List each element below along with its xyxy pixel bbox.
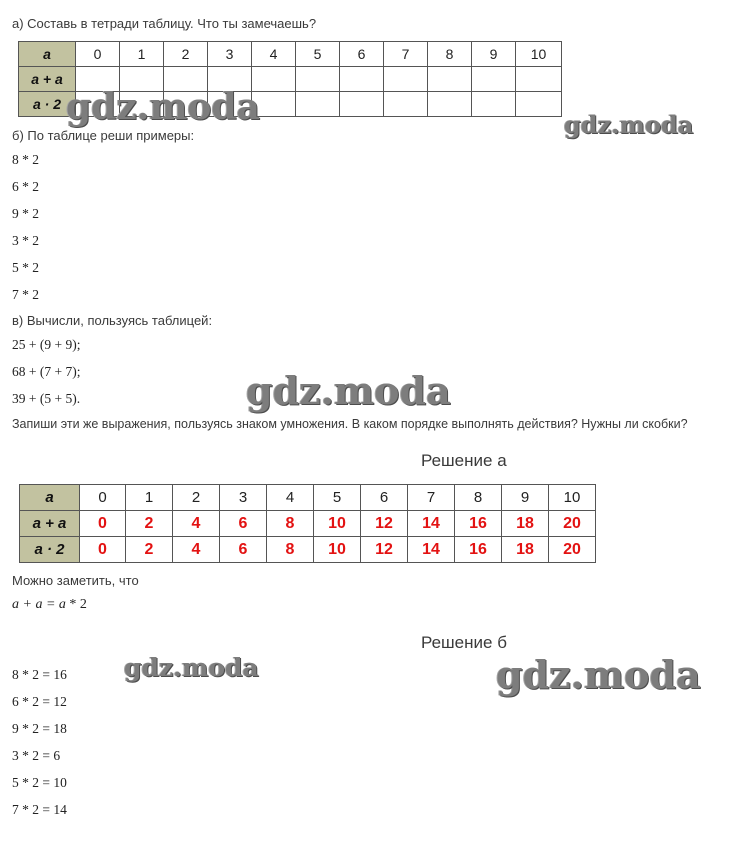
answer-cell: 16 — [455, 537, 502, 563]
solution-note: Можно заметить, что — [12, 573, 139, 588]
header-cell: 3 — [220, 485, 267, 511]
header-cell: 10 — [516, 42, 562, 67]
header-cell: 8 — [428, 42, 472, 67]
task-a-text: а) Составь в тетради таблицу. Что ты замечаешь? — [12, 16, 317, 31]
answer-cell: 10 — [314, 511, 361, 537]
header-cell: 2 — [173, 485, 220, 511]
watermark: gdz.moda — [124, 653, 259, 682]
header-cell: 3 — [208, 42, 252, 67]
expression-item: 39 + (5 + 5). — [12, 391, 81, 406]
answer-cell: 18 — [502, 511, 549, 537]
answer-cell: 14 — [408, 537, 455, 563]
header-cell: 1 — [126, 485, 173, 511]
answer-cell: 6 — [220, 537, 267, 563]
solution-formula — [12, 597, 87, 613]
example-item: 5 * 2 — [12, 260, 39, 275]
solution-row-sum — [20, 511, 596, 537]
row-label: a · 2 — [19, 92, 76, 117]
header-cell: 7 — [408, 485, 455, 511]
answer-cell: 20 — [549, 511, 596, 537]
table-header-row — [19, 42, 562, 67]
header-cell: 5 — [296, 42, 340, 67]
example-item: 7 * 2 — [12, 287, 39, 302]
task-c-text: в) Вычисли, пользуясь таблицей: — [12, 313, 213, 328]
answer-cell: 0 — [80, 537, 126, 563]
header-cell: 9 — [472, 42, 516, 67]
header-cell: 10 — [549, 485, 596, 511]
expression-item: 25 + (9 + 9); — [12, 337, 81, 352]
answer-item: 3 * 2 = 6 — [12, 748, 61, 763]
formula-operator: * 2 — [65, 597, 87, 612]
header-cell: 4 — [267, 485, 314, 511]
example-item: 3 * 2 — [12, 233, 39, 248]
expression-item: 68 + (7 + 7); — [12, 364, 81, 379]
row-label: a · 2 — [20, 537, 80, 563]
watermark: gdz.moda — [246, 368, 451, 413]
header-cell: 8 — [455, 485, 502, 511]
header-cell: 4 — [252, 42, 296, 67]
answer-cell: 20 — [549, 537, 596, 563]
header-cell: 0 — [80, 485, 126, 511]
answer-cell: 8 — [267, 537, 314, 563]
example-item: 9 * 2 — [12, 206, 39, 221]
header-cell: 5 — [314, 485, 361, 511]
row-label: a + a — [19, 67, 76, 92]
answer-cell: 14 — [408, 511, 455, 537]
header-cell: 9 — [502, 485, 549, 511]
question-text: Запиши эти же выражения, пользуясь знаком умножения. В каком порядке выполнять действия? Нужны ли скобки? — [12, 417, 688, 431]
answer-cell: 16 — [455, 511, 502, 537]
answer-item: 5 * 2 = 10 — [12, 775, 67, 790]
formula-left: a + a = a — [12, 597, 66, 612]
task-b-text: б) По таблице реши примеры: — [12, 128, 195, 143]
answer-item: 6 * 2 = 12 — [12, 694, 67, 709]
watermark: gdz.moda — [564, 110, 694, 139]
solution-b-title: Решение б — [421, 633, 507, 652]
solution-a-title: Решение а — [421, 451, 507, 470]
answer-cell: 10 — [314, 537, 361, 563]
solution-row-product — [20, 537, 596, 563]
header-cell: 6 — [340, 42, 384, 67]
watermark: gdz.moda — [66, 86, 260, 128]
answer-cell: 12 — [361, 537, 408, 563]
answer-cell: 12 — [361, 511, 408, 537]
header-cell: a — [20, 485, 80, 511]
watermark: gdz.moda — [496, 652, 701, 697]
example-item: 8 * 2 — [12, 152, 39, 167]
header-cell: 1 — [120, 42, 164, 67]
answer-cell: 6 — [220, 511, 267, 537]
answer-cell: 8 — [267, 511, 314, 537]
header-cell: a — [19, 42, 76, 67]
answer-cell: 18 — [502, 537, 549, 563]
solution-table — [19, 484, 596, 563]
answer-item: 8 * 2 = 16 — [12, 667, 67, 682]
answer-cell: 4 — [173, 511, 220, 537]
header-cell: 0 — [76, 42, 120, 67]
answer-cell: 4 — [173, 537, 220, 563]
answer-item: 7 * 2 = 14 — [12, 802, 67, 817]
example-item: 6 * 2 — [12, 179, 39, 194]
answer-item: 9 * 2 = 18 — [12, 721, 67, 736]
header-cell: 2 — [164, 42, 208, 67]
header-cell: 7 — [384, 42, 428, 67]
answer-cell: 2 — [126, 511, 173, 537]
row-label: a + a — [20, 511, 80, 537]
header-cell: 6 — [361, 485, 408, 511]
answer-cell: 0 — [80, 511, 126, 537]
answer-cell: 2 — [126, 537, 173, 563]
table-header-row — [20, 485, 596, 511]
